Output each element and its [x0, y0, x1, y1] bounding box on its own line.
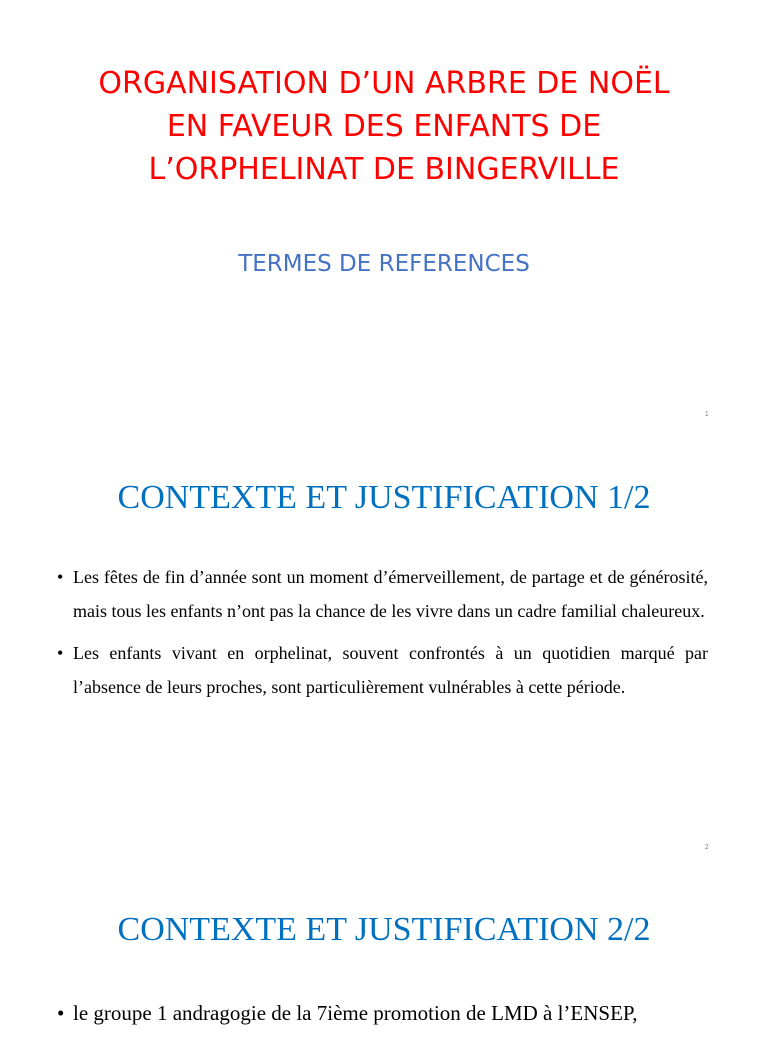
slide-3-title: CONTEXTE ET JUSTIFICATION 2/2 [117, 911, 651, 948]
slide-2-number: 2 [704, 843, 709, 851]
slide-1-subtitle: TERMES DE REFERENCES [238, 251, 530, 277]
bullet-dot-icon: • [57, 567, 64, 587]
slide-3-bullet-list [57, 996, 708, 1038]
bullet-dot-icon: • [57, 1001, 65, 1025]
slide-1-title [40, 62, 728, 191]
slide-2-bullet-list [57, 560, 708, 712]
slide-2-title: CONTEXTE ET JUSTIFICATION 1/2 [117, 479, 651, 516]
bullet-item [57, 560, 708, 628]
bullet-item [57, 636, 708, 704]
bullet-text: Les fêtes de fin d’année sont un moment d’émerveillement, de partage et de générosité, mais tous les enfants n’ont pas la chance de les vivre dans un cadre familial chaleureux. [73, 567, 708, 621]
title-line-2: EN FAVEUR DES ENFANTS DE [166, 109, 602, 144]
slide-1-number: 1 [704, 410, 709, 418]
bullet-item [57, 996, 708, 1030]
slide-2 [0, 433, 768, 865]
bullet-dot-icon: • [57, 643, 64, 663]
title-line-3: L’ORPHELINAT DE BINGERVILLE [148, 152, 620, 187]
slide-3 [0, 866, 768, 1024]
title-line-1: ORGANISATION D’UN ARBRE DE NOËL [98, 66, 670, 101]
bullet-text: Les enfants vivant en orphelinat, souvent confrontés à un quotidien marqué par l’absence de leurs proches, sont particulièrement vulnérables à cette période. [73, 643, 708, 697]
bullet-text: le groupe 1 andragogie de la 7ième promotion de LMD à l’ENSEP, [73, 1001, 638, 1025]
slide-1 [0, 0, 768, 432]
